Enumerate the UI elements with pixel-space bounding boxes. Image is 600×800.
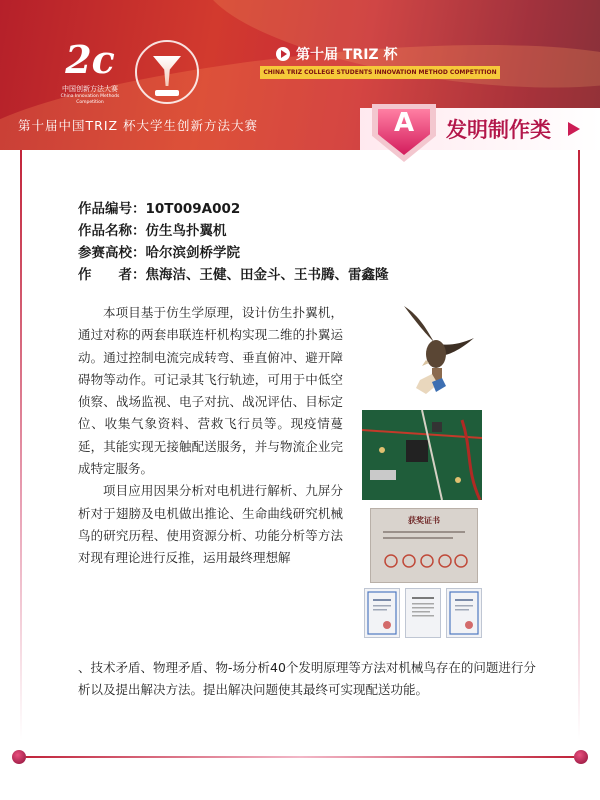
info-label: 参赛高校：	[78, 245, 146, 261]
bird-photo	[398, 302, 476, 402]
contest-title: 第十届中国TRIZ 杯大学生创新方法大赛	[18, 118, 259, 133]
right-divider	[578, 150, 580, 740]
description-paragraph-tail: 、技术矛盾、物理矛盾、物-场分析40个发明原理等方法对机械鸟存在的问题进行分析以及提出解决方法。提出解决问题使其最终可实现配送功能。	[78, 660, 536, 698]
info-row-school	[78, 242, 389, 264]
patent-certificate	[446, 588, 482, 638]
certificate-title: 获奖证书	[408, 516, 440, 525]
logo-en-text: China Innovation Methods Competition	[60, 94, 120, 105]
info-label: 作 者：	[78, 267, 146, 283]
triangle-icon	[568, 122, 580, 136]
trophy-base	[155, 90, 179, 96]
patent-certificate	[405, 588, 441, 638]
footer-line	[26, 756, 574, 758]
category-name: 发明制作类	[446, 118, 551, 142]
info-row-name	[78, 220, 389, 242]
info-label: 作品名称：	[78, 223, 146, 239]
info-value: 仿生鸟扑翼机	[145, 223, 227, 239]
description-paragraph: 本项目基于仿生学原理，设计仿生扑翼机，通过对称的两套串联连杆机构实现二维的扑翼运动。通过控制电流完成转弯、垂直俯冲、避开障碍物等动作。可记录其飞行轨迹，可用于中低空侦察、战场监视、电子对抗、战况评估、目标定位、收集气象资料、营救飞行员等。现疫情蔓延，其能实现无接触配送服务，并与物流企业完成特定服务。	[78, 305, 343, 477]
trophy-icon	[153, 56, 181, 86]
info-label: 作品编号：	[78, 201, 146, 217]
left-divider	[20, 150, 22, 740]
project-info	[78, 198, 389, 286]
logo-cn-text: 中国创新方法大赛	[62, 85, 118, 93]
category-letter: A	[393, 108, 415, 138]
edition-text: 第十届 TRIZ 杯	[296, 47, 398, 63]
play-icon	[276, 47, 290, 61]
corner-dot-icon	[12, 750, 26, 764]
project-description	[78, 302, 343, 570]
patent-certificate	[364, 588, 400, 638]
award-certificate	[370, 508, 478, 583]
info-value: 哈尔滨剑桥学院	[145, 245, 240, 261]
edition-title	[276, 44, 397, 64]
competition-english-banner: CHINA TRIZ COLLEGE STUDENTS INNOVATION METHOD COMPETITION	[260, 66, 500, 79]
info-value: 10T009A002	[145, 201, 241, 217]
description-paragraph: 项目应用因果分析对电机进行解析、九屏分析对于翅膀及电机做出推论、生命曲线研究机械鸟的研究历程、使用资源分析、功能分析等方法对现有理论进行反推，运用最终理想解	[78, 483, 343, 566]
info-row-author	[78, 264, 389, 286]
info-value: 焦海洁、王健、田金斗、王书腾、雷鑫隆	[145, 267, 389, 283]
logo-mark: 2c	[65, 37, 115, 82]
competition-logo	[55, 37, 125, 106]
corner-dot-icon	[574, 750, 588, 764]
info-row-id	[78, 198, 389, 220]
trophy-logo-icon	[135, 40, 199, 104]
circuit-board-photo	[362, 410, 482, 500]
